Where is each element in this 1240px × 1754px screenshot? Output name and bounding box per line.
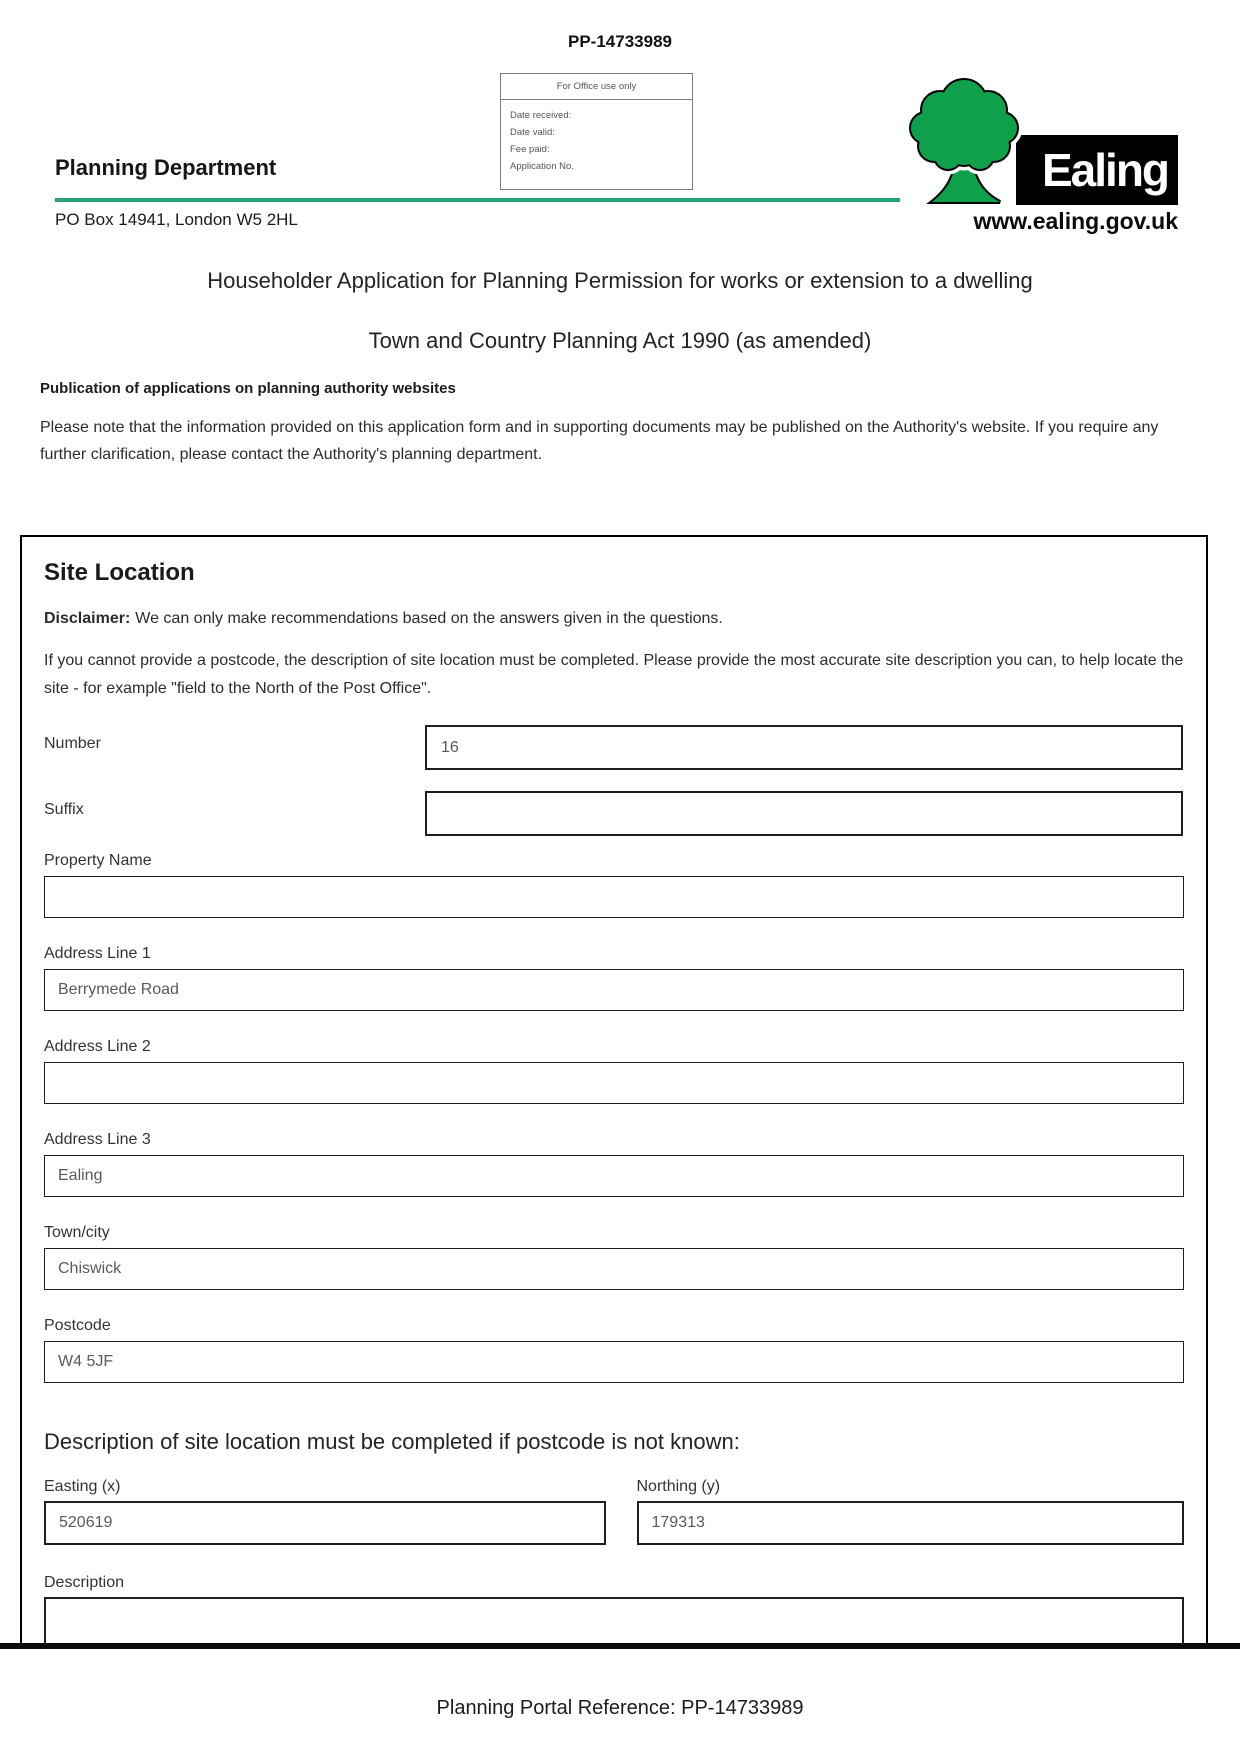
ealing-logo-wordmark (1016, 135, 1178, 205)
property-name-input[interactable] (44, 876, 1184, 918)
number-row (44, 725, 1184, 770)
disclaimer-text: We can only make recommendations based on the answers given in the questions. (135, 610, 723, 627)
easting-input[interactable] (44, 1501, 606, 1545)
form-title: Householder Application for Planning Permission for works or extension to a dwelling (207, 268, 1033, 293)
publication-heading: Publication of applications on planning authority websites (40, 380, 456, 397)
office-row-date-received: Date received: (510, 110, 572, 121)
site-description-heading: Description of site location must be completed if postcode is not known: (44, 1429, 740, 1454)
department-address: PO Box 14941, London W5 2HL (55, 210, 298, 229)
property-name-label: Property Name (44, 852, 152, 869)
suffix-input[interactable] (425, 791, 1183, 836)
easting-label: Easting (x) (44, 1478, 121, 1495)
office-row-date-valid: Date valid: (510, 127, 555, 138)
ealing-website-url: www.ealing.gov.uk (973, 208, 1178, 234)
office-row-application-no: Application No. (510, 161, 574, 172)
postcode-instructions: If you cannot provide a postcode, the description of site location must be completed. Please provide the most accurate site description you can, to help locate the site - for example "field to the North of the Post Office". (44, 652, 1184, 697)
site-location-heading: Site Location (44, 559, 195, 586)
planning-portal-reference-footer: Planning Portal Reference: PP-14733989 (436, 1697, 804, 1719)
number-label: Number (44, 735, 101, 752)
northing-input[interactable] (637, 1501, 1185, 1545)
postcode-label: Postcode (44, 1317, 111, 1334)
address-line-1-label: Address Line 1 (44, 945, 151, 962)
town-city-input[interactable] (44, 1248, 1184, 1290)
act-subtitle: Town and Country Planning Act 1990 (as amended) (368, 328, 872, 353)
description-label: Description (44, 1574, 125, 1591)
office-row-fee-paid: Fee paid: (510, 144, 550, 155)
northing-label: Northing (y) (636, 1478, 721, 1495)
number-input[interactable] (425, 725, 1183, 770)
address-line-2-input[interactable] (44, 1062, 1184, 1104)
coordinates-row (44, 1477, 1184, 1545)
description-textarea[interactable] (44, 1597, 1184, 1643)
suffix-row (44, 791, 1184, 836)
town-city-label: Town/city (44, 1224, 110, 1241)
disclaimer-line (44, 609, 1184, 629)
address-line-2-label: Address Line 2 (44, 1038, 151, 1055)
suffix-label: Suffix (44, 801, 84, 818)
ealing-logo (900, 70, 1190, 235)
department-title: Planning Department (55, 155, 277, 180)
address-line-3-label: Address Line 3 (44, 1131, 151, 1148)
address-line-3-input[interactable] (44, 1155, 1184, 1197)
header-green-rule (55, 198, 900, 202)
tree-icon (904, 76, 1024, 216)
office-use-box (500, 73, 693, 190)
planning-reference-top: PP-14733989 (568, 32, 672, 51)
ealing-logo-text: Ealing (1042, 144, 1169, 196)
office-use-title: For Office use only (501, 74, 692, 100)
footer-divider (0, 1643, 1240, 1649)
address-line-1-input[interactable] (44, 969, 1184, 1011)
postcode-input[interactable] (44, 1341, 1184, 1383)
disclaimer-label: Disclaimer: (44, 610, 131, 627)
publication-paragraph: Please note that the information provided on this application form and in supporting documents may be published on the Authority's website. If you require any further clarification, please contact the Authority's planning department. (40, 419, 1159, 463)
site-location-section (20, 535, 1208, 1643)
